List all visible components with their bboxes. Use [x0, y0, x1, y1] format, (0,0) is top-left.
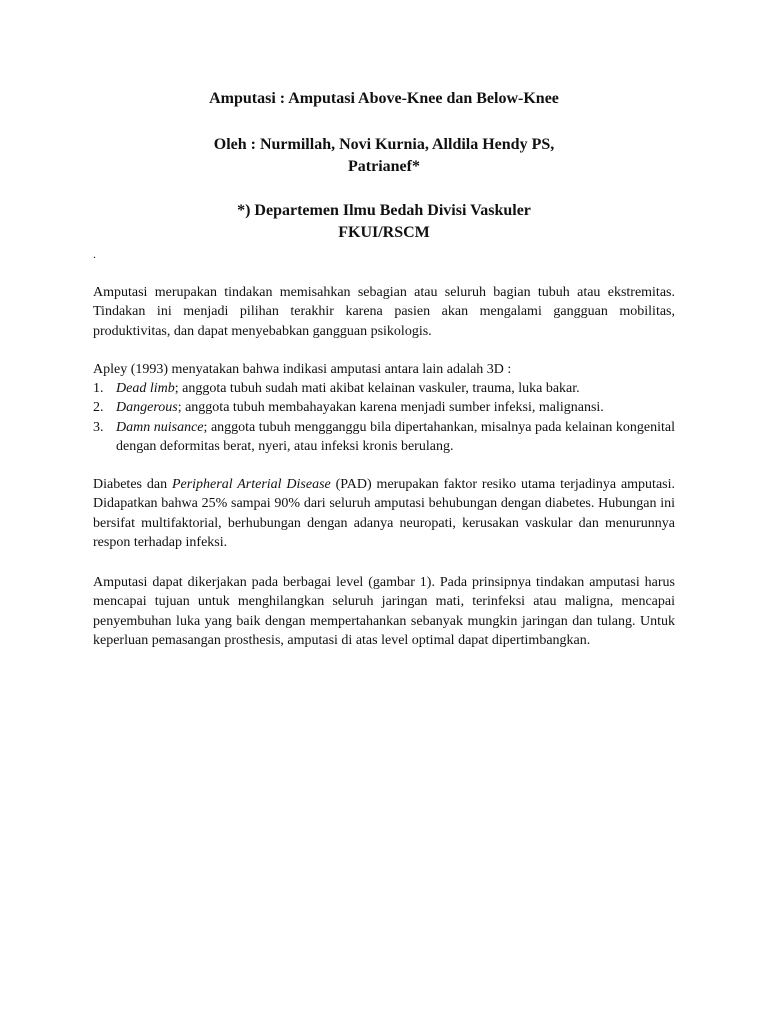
- list-term: Damn nuisance: [116, 419, 204, 435]
- indication-list: [93, 379, 675, 456]
- paragraph-definition: Amputasi merupakan tindakan memisahkan sebagian atau seluruh bagian tubuh atau ekstremitas. Tindakan ini menjadi pilihan terakhir karena pasien akan mengalami gangguan mobilitas, produktivitas, dan dapat menyebabkan gangguan psikologis.: [93, 285, 675, 339]
- pad-term: Peripheral Arterial Disease: [171, 477, 331, 492]
- list-item: [93, 418, 675, 457]
- list-number: 2.: [93, 400, 104, 416]
- paragraph-diabetes-pad: [93, 475, 675, 552]
- list-text: ; anggota tubuh sudah mati akibat kelainan vaskuler, trauma, luka bakar.: [174, 381, 580, 396]
- list-term: Dead limb: [116, 381, 175, 396]
- list-text: ; anggota tubuh membahayakan karena menjadi sumber infeksi, malignansi.: [177, 400, 604, 416]
- authors-block: [93, 134, 675, 178]
- list-term: Dangerous: [116, 400, 178, 416]
- paragraph-suffix: (PAD) merupakan faktor resiko utama terjadinya amputasi. Didapatkan bahwa 25% sampai 90% dari seluruh amputasi behubungan dengan diabetes. Hubungan ini bersifat multifaktorial, berhubungan dengan adanya neuropati, kerusakan vaskular dan menurunnya respon terhadap infeksi.: [93, 477, 675, 550]
- authors-line-1: Oleh : Nurmillah, Novi Kurnia, Alldila Hendy PS,: [213, 136, 555, 153]
- list-text: ; anggota tubuh mengganggu bila dipertahankan, misalnya pada kelainan kongenital dengan deformitas berat, nyeri, atau infeksi kronis berulang.: [116, 419, 675, 454]
- document-title: [93, 88, 675, 110]
- list-number: 1.: [93, 381, 104, 396]
- paragraph-prefix: Diabetes dan: [93, 477, 172, 492]
- affiliation-block: [93, 200, 675, 244]
- affiliation-line-2: FKUI/RSCM: [338, 224, 430, 241]
- list-item: [93, 379, 675, 398]
- title-text: Amputasi : Amputasi Above-Knee dan Below-Knee: [209, 90, 559, 107]
- authors-line-2: Patrianef*: [348, 158, 420, 175]
- paragraph-amputation-level: Amputasi dapat dikerjakan pada berbagai level (gambar 1). Pada prinsipnya tindakan amputasi harus mencapai tujuan untuk menghilangkan seluruh jaringan mati, terinfeksi atau maligna, mencapai penyembuhan luka yang baik dengan mempertahankan sebanyak mungkin jaringan dan tulang. Untuk keperluan pemasangan prosthesis, amputasi di atas level optimal dapat dipertimbangkan.: [93, 575, 675, 648]
- list-item: [93, 398, 675, 417]
- list-number: 3.: [93, 419, 104, 435]
- paragraph-apley-intro: Apley (1993) menyatakan bahwa indikasi amputasi antara lain adalah 3D :: [93, 362, 512, 377]
- affiliation-line-1: *) Departemen Ilmu Bedah Divisi Vaskuler: [237, 202, 531, 219]
- separator-dot: .: [93, 247, 96, 261]
